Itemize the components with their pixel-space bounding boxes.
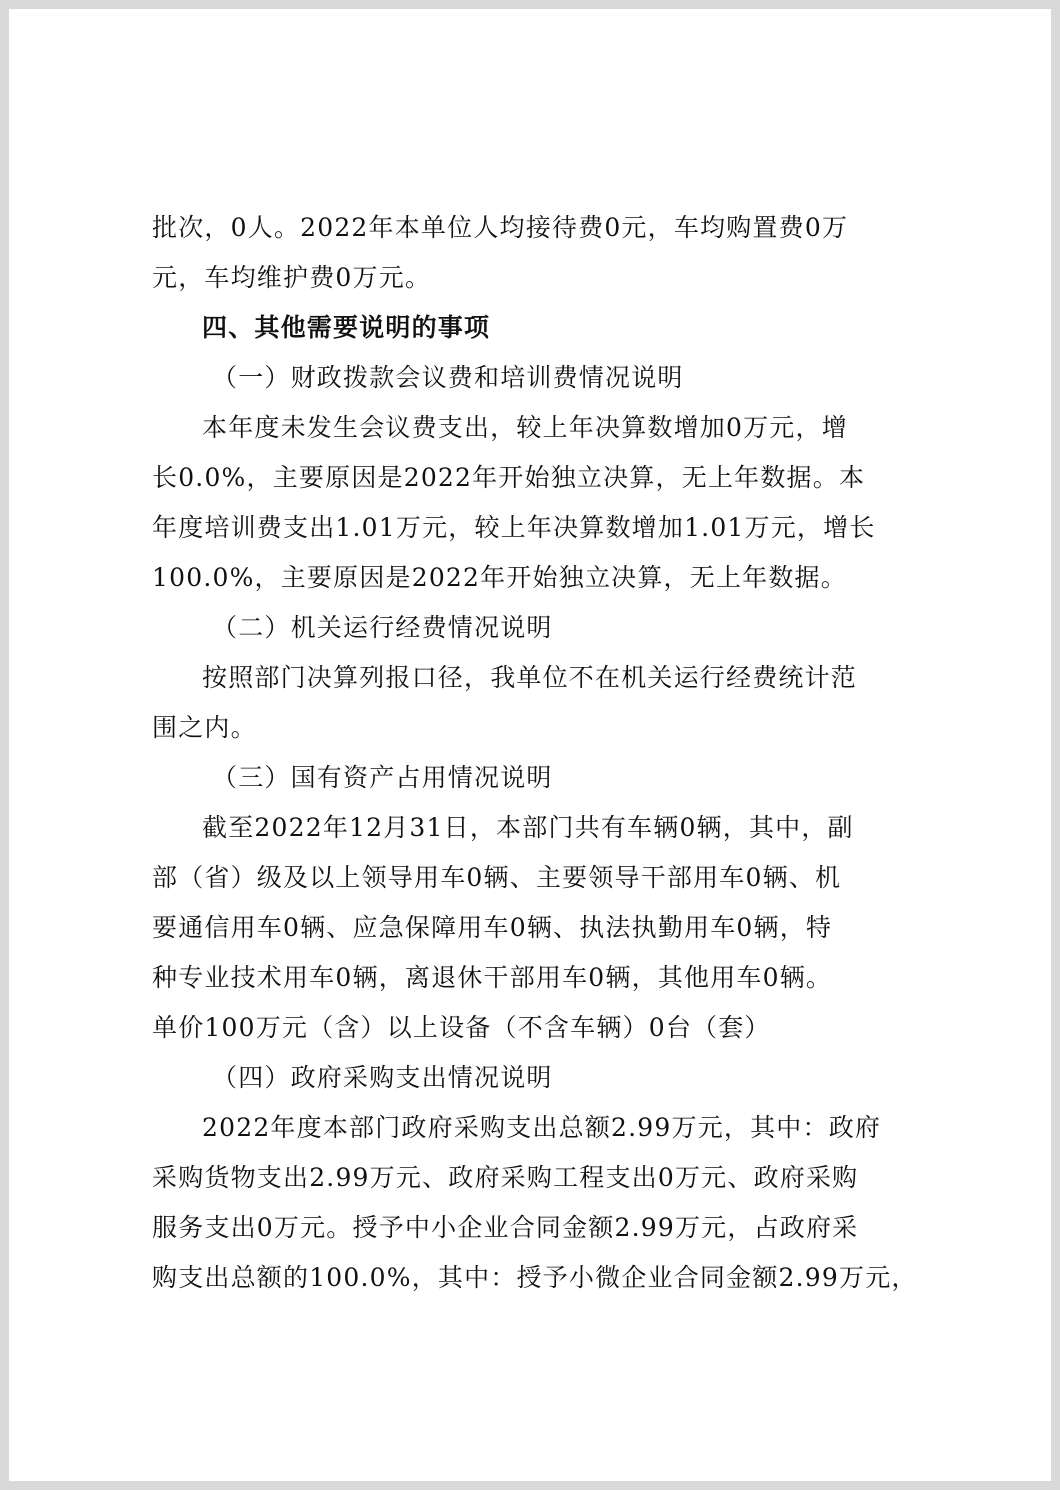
body-line: 按照部门决算列报口径，我单位不在机关运行经费统计范 — [202, 663, 858, 692]
body-line: 截至2022年12月31日，本部门共有车辆0辆，其中，副 — [202, 813, 854, 842]
subsection-heading: （三）国有资产占用情况说明 — [212, 763, 553, 792]
body-line: 2022年度本部门政府采购支出总额2.99万元，其中：政府 — [202, 1113, 882, 1142]
body-line: 服务支出0万元。授予中小企业合同金额2.99万元，占政府采 — [152, 1213, 859, 1242]
body-line: 长0.0%，主要原因是2022年开始独立决算，无上年数据。本 — [152, 463, 866, 492]
subsection-heading: （一）财政拨款会议费和培训费情况说明 — [212, 363, 684, 392]
document-page — [9, 9, 1051, 1481]
body-line: 种专业技术用车0辆，离退休干部用车0辆，其他用车0辆。 — [152, 963, 833, 992]
body-line: 部（省）级及以上领导用车0辆、主要领导干部用车0辆、机 — [152, 863, 842, 892]
subsection-heading: （四）政府采购支出情况说明 — [212, 1063, 553, 1092]
section-heading: 四、其他需要说明的事项 — [202, 313, 491, 342]
body-line: 要通信用车0辆、应急保障用车0辆、执法执勤用车0辆，特 — [152, 913, 833, 942]
body-line: 本年度未发生会议费支出，较上年决算数增加0万元，增 — [202, 413, 848, 442]
document-body — [152, 203, 932, 1303]
body-line: 年度培训费支出1.01万元，较上年决算数增加1.01万元，增长 — [152, 513, 876, 542]
body-line: 购支出总额的100.0%，其中：授予小微企业合同金额2.99万元， — [152, 1263, 918, 1292]
body-line: 100.0%，主要原因是2022年开始独立决算，无上年数据。 — [152, 563, 847, 592]
body-line: 采购货物支出2.99万元、政府采购工程支出0万元、政府采购 — [152, 1163, 859, 1192]
body-line: 围之内。 — [152, 713, 257, 742]
body-line: 批次，0人。2022年本单位人均接待费0元，车均购置费0万 — [152, 213, 849, 242]
body-line: 单价100万元（含）以上设备（不含车辆）0台（套） — [152, 1013, 771, 1042]
body-line: 元，车均维护费0万元。 — [152, 263, 432, 292]
subsection-heading: （二）机关运行经费情况说明 — [212, 613, 553, 642]
